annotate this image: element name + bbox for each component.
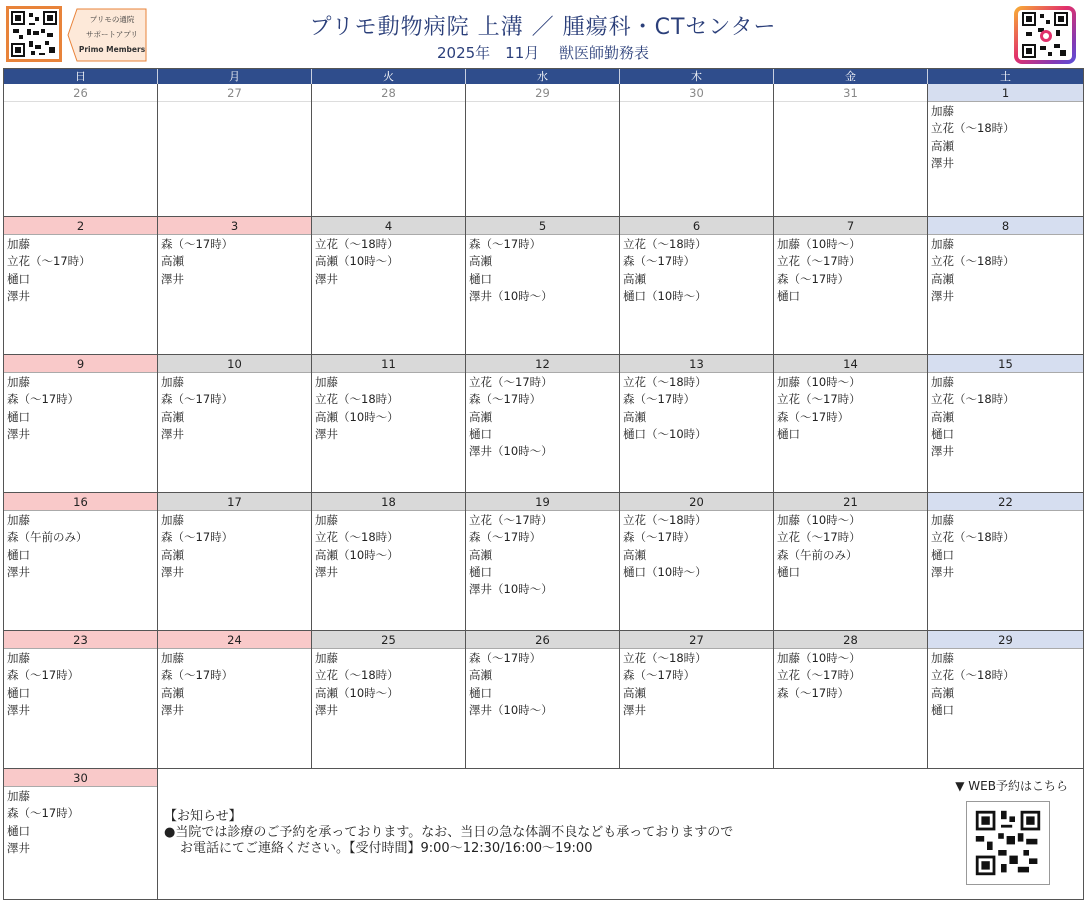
staff-entry: 加藤（10時～）: [777, 237, 861, 251]
staff-list: [312, 649, 465, 720]
day-number: 12: [466, 355, 619, 373]
staff-entry: 樋口（10時～）: [623, 564, 707, 579]
staff-entry: 澤井: [931, 564, 954, 579]
calendar-day-cell: [774, 631, 928, 769]
staff-entry: 加藤: [161, 513, 184, 527]
staff-list: [158, 373, 311, 444]
staff-entry: 樋口: [931, 426, 954, 441]
day-number: 16: [4, 493, 157, 511]
day-number: 28: [312, 84, 465, 102]
staff-entry: 加藤: [931, 104, 954, 118]
day-number: 24: [158, 631, 311, 649]
staff-entry: 高瀬: [469, 547, 492, 562]
day-number: 19: [466, 493, 619, 511]
day-number: 29: [466, 84, 619, 102]
calendar-day-cell: [928, 217, 1084, 355]
staff-entry: 高瀬: [931, 409, 954, 424]
staff-entry: 澤井: [161, 564, 184, 579]
calendar-day-cell: [620, 631, 774, 769]
staff-list: [620, 511, 773, 582]
staff-entry: 加藤: [7, 375, 30, 389]
calendar-day-cell: [158, 84, 312, 217]
app-tag-line: プリモの通院: [89, 15, 135, 24]
page-header: [0, 0, 1086, 68]
staff-entry: 立花（～18時）: [931, 530, 1015, 545]
staff-entry: 樋口: [7, 823, 30, 838]
staff-entry: 樋口: [931, 547, 954, 562]
staff-entry: 森（～17時）: [777, 271, 850, 286]
staff-entry: 立花（～17時）: [7, 254, 91, 269]
staff-entry: 加藤: [7, 513, 30, 527]
day-number: 3: [158, 217, 311, 235]
day-number: 29: [928, 631, 1083, 649]
web-booking-qr-code[interactable]: [966, 801, 1050, 885]
staff-entry: 高瀬: [469, 409, 492, 424]
staff-list: [158, 102, 311, 104]
day-number: 11: [312, 355, 465, 373]
staff-entry: 森（～17時）: [161, 237, 234, 251]
staff-list: [774, 235, 927, 306]
staff-entry: 森（～17時）: [7, 806, 80, 821]
day-number: 17: [158, 493, 311, 511]
staff-list: [774, 373, 927, 444]
calendar-day-cell: [466, 493, 620, 631]
staff-entry: 澤井: [315, 271, 338, 286]
staff-entry: 立花（～18時）: [315, 392, 399, 407]
staff-entry: 加藤: [161, 375, 184, 389]
day-number: 5: [466, 217, 619, 235]
app-tag-line: Primo Members: [78, 45, 146, 54]
staff-list: [312, 373, 465, 444]
staff-entry: 澤井: [623, 702, 646, 717]
staff-entry: 高瀬: [623, 409, 646, 424]
staff-entry: 澤井: [161, 426, 184, 441]
staff-entry: 森（午前のみ）: [777, 547, 858, 562]
staff-entry: 立花（～18時）: [315, 530, 399, 545]
staff-entry: 加藤: [161, 651, 184, 665]
staff-list: [158, 511, 311, 582]
calendar-week: [4, 493, 1084, 631]
staff-list: [466, 102, 619, 104]
staff-list: [4, 102, 157, 104]
staff-entry: 立花（～18時）: [931, 392, 1015, 407]
staff-entry: 樋口: [7, 685, 30, 700]
staff-entry: 加藤（10時～）: [777, 513, 861, 527]
duty-calendar: [3, 68, 1084, 900]
calendar-day-cell: [774, 84, 928, 217]
day-number: 4: [312, 217, 465, 235]
staff-entry: 澤井: [931, 155, 954, 170]
qr-code-icon: [973, 808, 1043, 878]
staff-list: [928, 511, 1083, 582]
staff-entry: 加藤: [931, 375, 954, 389]
staff-entry: 立花（～17時）: [469, 513, 553, 527]
staff-list: [312, 102, 465, 104]
calendar-day-cell: [774, 355, 928, 493]
staff-entry: 森（～17時）: [161, 530, 234, 545]
staff-entry: 立花（～18時）: [931, 668, 1015, 683]
staff-entry: 高瀬: [623, 271, 646, 286]
staff-entry: 加藤: [931, 513, 954, 527]
staff-entry: 高瀬（10時～）: [315, 685, 399, 700]
day-number: 25: [312, 631, 465, 649]
page-title: プリモ動物病院 上溝 ／ 腫瘍科・CTセンター: [309, 15, 777, 40]
staff-entry: 澤井: [161, 271, 184, 286]
day-number: 28: [774, 631, 927, 649]
notice-line: ●当院では診療のご予約を承っております。なお、当日の急な体調不良なども承っておりますので: [164, 825, 734, 840]
day-number: 23: [4, 631, 157, 649]
staff-entry: 澤井（10時～）: [469, 288, 553, 303]
staff-entry: 澤井: [7, 288, 30, 303]
staff-entry: 加藤: [315, 651, 338, 665]
app-tag-line: サポートアプリ: [86, 30, 138, 39]
staff-entry: 澤井: [315, 702, 338, 717]
notice-line: お電話にてご連絡ください。【受付時間】9:00～12:30/16:00～19:00: [180, 841, 593, 856]
calendar-day-cell: [4, 217, 158, 355]
staff-entry: 森（～17時）: [623, 254, 696, 269]
weekday-label: 日: [4, 69, 158, 84]
staff-entry: 澤井: [7, 426, 30, 441]
calendar-day-cell: [466, 355, 620, 493]
staff-entry: 高瀬: [161, 547, 184, 562]
calendar-day-cell: [620, 493, 774, 631]
staff-list: [158, 235, 311, 289]
calendar-week: [4, 631, 1084, 769]
staff-list: [466, 373, 619, 461]
staff-entry: 立花（～18時）: [931, 254, 1015, 269]
calendar-day-cell: [158, 493, 312, 631]
calendar-day-cell: [158, 217, 312, 355]
weekday-label: 金: [774, 69, 928, 84]
staff-entry: 加藤: [7, 237, 30, 251]
staff-list: [4, 511, 157, 582]
day-number: 1: [928, 84, 1083, 102]
staff-entry: 森（～17時）: [161, 392, 234, 407]
day-number: 26: [466, 631, 619, 649]
staff-list: [312, 511, 465, 582]
staff-entry: 立花（～17時）: [777, 530, 861, 545]
calendar-day-cell: [4, 355, 158, 493]
day-number: 22: [928, 493, 1083, 511]
day-number: 21: [774, 493, 927, 511]
staff-entry: 高瀬: [469, 254, 492, 269]
calendar-day-cell: [928, 84, 1084, 217]
calendar-day-cell: [312, 631, 466, 769]
staff-entry: 澤井: [931, 444, 954, 459]
calendar-day-cell: [4, 769, 158, 900]
day-number: 9: [4, 355, 157, 373]
staff-entry: 澤井: [7, 702, 30, 717]
staff-entry: 加藤: [315, 513, 338, 527]
day-number: 14: [774, 355, 927, 373]
staff-entry: 樋口: [469, 426, 492, 441]
day-number: 10: [158, 355, 311, 373]
staff-entry: 樋口: [777, 564, 800, 579]
staff-entry: 立花（～18時）: [623, 237, 707, 251]
calendar-day-cell: [158, 355, 312, 493]
staff-list: [620, 102, 773, 104]
staff-list: [4, 649, 157, 720]
staff-entry: 立花（～18時）: [623, 375, 707, 389]
weekday-label: 水: [466, 69, 620, 84]
calendar-day-cell: [158, 631, 312, 769]
staff-entry: 澤井: [315, 564, 338, 579]
day-number: 31: [774, 84, 927, 102]
calendar-day-cell: [4, 84, 158, 217]
notice-text: [164, 809, 733, 857]
calendar-week: [4, 84, 1084, 217]
staff-list: [158, 649, 311, 720]
staff-entry: 立花（～17時）: [777, 392, 861, 407]
staff-entry: 森（～17時）: [469, 530, 542, 545]
staff-entry: 加藤: [931, 237, 954, 251]
staff-entry: 樋口: [469, 685, 492, 700]
staff-entry: 澤井: [931, 288, 954, 303]
staff-list: [928, 102, 1083, 173]
staff-entry: 澤井: [161, 702, 184, 717]
day-number: 27: [620, 631, 773, 649]
day-number: 15: [928, 355, 1083, 373]
day-number: 30: [4, 769, 157, 787]
calendar-day-cell: [312, 217, 466, 355]
day-number: 26: [4, 84, 157, 102]
staff-entry: 森（～17時）: [469, 392, 542, 407]
staff-list: [620, 235, 773, 306]
day-number: 8: [928, 217, 1083, 235]
qr-code-icon: [1018, 10, 1072, 60]
staff-list: [928, 373, 1083, 461]
staff-entry: 加藤（10時～）: [777, 651, 861, 665]
staff-entry: 森（～17時）: [777, 409, 850, 424]
weekday-label: 木: [620, 69, 774, 84]
day-number: 13: [620, 355, 773, 373]
calendar-day-cell: [620, 217, 774, 355]
staff-entry: 加藤: [931, 651, 954, 665]
calendar-day-cell: [774, 217, 928, 355]
day-number: 30: [620, 84, 773, 102]
staff-entry: 森（～17時）: [777, 685, 850, 700]
calendar-day-cell: [312, 355, 466, 493]
staff-entry: 加藤: [315, 375, 338, 389]
day-number: 6: [620, 217, 773, 235]
staff-entry: 高瀬: [469, 668, 492, 683]
staff-entry: 森（午前のみ）: [7, 530, 88, 545]
staff-entry: 澤井（10時～）: [469, 444, 553, 459]
staff-list: [4, 235, 157, 306]
staff-entry: 加藤（10時～）: [777, 375, 861, 389]
staff-entry: 樋口: [931, 702, 954, 717]
page-subtitle: 2025年 11月 獣医師勤務表: [436, 44, 650, 62]
day-number: 7: [774, 217, 927, 235]
notice-area: [158, 769, 1084, 900]
staff-entry: 森（～17時）: [623, 392, 696, 407]
staff-list: [774, 649, 927, 703]
staff-entry: 立花（～17時）: [777, 254, 861, 269]
calendar-day-cell: [620, 355, 774, 493]
staff-list: [312, 235, 465, 289]
calendar-day-cell: [312, 84, 466, 217]
staff-entry: 高瀬: [161, 685, 184, 700]
staff-entry: 森（～17時）: [623, 530, 696, 545]
staff-entry: 樋口: [469, 271, 492, 286]
staff-list: [774, 102, 927, 104]
staff-list: [620, 373, 773, 444]
staff-entry: 高瀬: [161, 409, 184, 424]
staff-entry: 立花（～18時）: [931, 121, 1015, 136]
calendar-day-cell: [774, 493, 928, 631]
calendar-day-cell: [928, 493, 1084, 631]
staff-entry: 森（～17時）: [469, 237, 542, 251]
staff-entry: 樋口: [777, 288, 800, 303]
staff-list: [466, 235, 619, 306]
staff-entry: 立花（～17時）: [469, 375, 553, 389]
staff-entry: 森（～17時）: [7, 392, 80, 407]
staff-entry: 高瀬: [161, 254, 184, 269]
staff-list: [620, 649, 773, 720]
staff-list: [4, 373, 157, 444]
staff-entry: 樋口（～10時）: [623, 426, 707, 441]
calendar-day-cell: [466, 631, 620, 769]
staff-entry: 森（～17時）: [623, 668, 696, 683]
staff-entry: 加藤: [7, 651, 30, 665]
calendar-day-cell: [928, 631, 1084, 769]
staff-list: [774, 511, 927, 582]
staff-entry: 高瀬（10時～）: [315, 547, 399, 562]
staff-entry: 高瀬: [931, 685, 954, 700]
weekday-label: 火: [312, 69, 466, 84]
staff-entry: 加藤: [7, 789, 30, 803]
calendar-day-cell: [466, 84, 620, 217]
staff-entry: 澤井: [7, 564, 30, 579]
weekday-label: 土: [928, 69, 1084, 84]
staff-entry: 森（～17時）: [7, 668, 80, 683]
staff-entry: 樋口: [7, 409, 30, 424]
instagram-qr-code[interactable]: [1014, 6, 1076, 64]
staff-entry: 立花（～18時）: [623, 651, 707, 665]
staff-list: [466, 511, 619, 599]
staff-entry: 高瀬（10時～）: [315, 409, 399, 424]
day-number: 18: [312, 493, 465, 511]
staff-list: [928, 235, 1083, 306]
weekday-header-row: [4, 69, 1084, 84]
staff-entry: 立花（～18時）: [315, 237, 399, 251]
weekday-label: 月: [158, 69, 312, 84]
staff-entry: 立花（～18時）: [315, 668, 399, 683]
staff-list: [4, 787, 157, 858]
web-booking-label: ▼ WEB予約はこちら: [955, 779, 1068, 793]
calendar-day-cell: [928, 355, 1084, 493]
staff-list: [928, 649, 1083, 720]
calendar-day-cell: [4, 631, 158, 769]
notice-heading: 【お知らせ】: [164, 809, 242, 824]
day-number: 27: [158, 84, 311, 102]
calendar-week: [4, 355, 1084, 493]
staff-entry: 高瀬: [931, 138, 954, 153]
staff-entry: 森（～17時）: [469, 651, 542, 665]
staff-entry: 高瀬（10時～）: [315, 254, 399, 269]
calendar-day-cell: [620, 84, 774, 217]
calendar-day-cell: [4, 493, 158, 631]
day-number: 2: [4, 217, 157, 235]
calendar-day-cell: [466, 217, 620, 355]
staff-entry: 澤井: [7, 840, 30, 855]
staff-list: [466, 649, 619, 720]
staff-entry: 澤井（10時～）: [469, 582, 553, 597]
staff-entry: 樋口: [777, 426, 800, 441]
calendar-day-cell: [312, 493, 466, 631]
staff-entry: 高瀬: [623, 685, 646, 700]
staff-entry: 立花（～17時）: [777, 668, 861, 683]
staff-entry: 樋口: [469, 564, 492, 579]
staff-entry: 樋口: [7, 547, 30, 562]
staff-entry: 高瀬: [623, 547, 646, 562]
staff-entry: 樋口（10時～）: [623, 288, 707, 303]
calendar-week: [4, 769, 1084, 900]
staff-entry: 森（～17時）: [161, 668, 234, 683]
calendar-week: [4, 217, 1084, 355]
calendar-weeks: [4, 84, 1084, 769]
staff-entry: 高瀬: [931, 271, 954, 286]
day-number: 20: [620, 493, 773, 511]
staff-entry: 樋口: [7, 271, 30, 286]
staff-entry: 澤井（10時～）: [469, 702, 553, 717]
staff-entry: 澤井: [315, 426, 338, 441]
staff-entry: 立花（～18時）: [623, 513, 707, 527]
